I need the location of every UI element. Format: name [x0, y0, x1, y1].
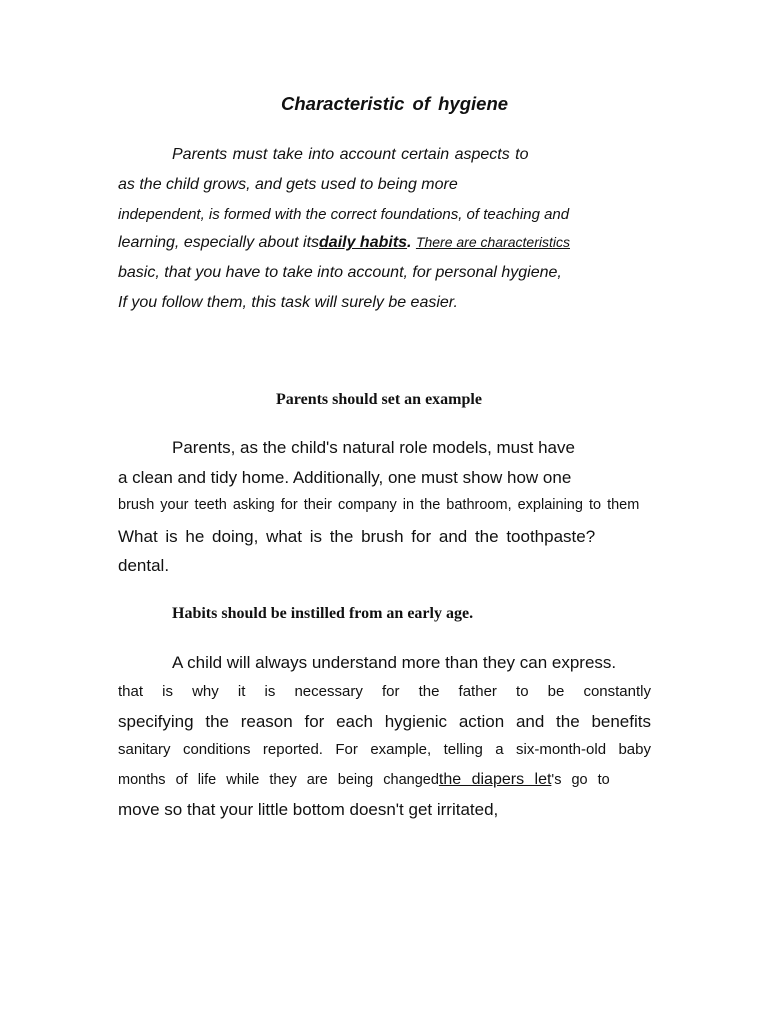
intro-line-2: as the child grows, and gets used to being more: [118, 176, 458, 193]
section1-line-1: Parents, as the child's natural role models, must have: [172, 438, 575, 457]
section1-line-3: brush your teeth asking for their company in the bathroom, explaining to them: [118, 497, 640, 513]
intro-line-4-end: There are characteristics: [415, 234, 570, 250]
document-title: Characteristic of hygiene: [281, 93, 509, 114]
intro-line-4-start: learning, especially about its: [118, 234, 320, 251]
section2-line-5-end: 's go to: [551, 772, 610, 788]
diapers-underlined: the diapers let: [438, 771, 552, 788]
intro-line-6: If you follow them, this task will surely be easier.: [118, 294, 458, 311]
section2-line-1: A child will always understand more than they can express.: [172, 653, 617, 672]
section2-line-6: move so that your little bottom doesn't get irritated,: [118, 800, 499, 819]
intro-line-4-period: .: [407, 234, 416, 251]
section-heading-early-habits: Habits should be instilled from an early age.: [172, 605, 474, 622]
section2-line-2: that is why it is necessary for the father to be constantly: [118, 683, 651, 700]
section2-line-5-start: months of life while they are being changed: [118, 772, 439, 788]
section-heading-set-example: Parents should set an example: [276, 391, 482, 408]
section2-line-3: specifying the reason for each hygienic action and the benefits: [118, 712, 651, 731]
section1-line-2: a clean and tidy home. Additionally, one must show how one: [118, 468, 572, 487]
intro-line-4: [118, 234, 570, 252]
section2-line-5: [118, 771, 610, 789]
intro-line-3: independent, is formed with the correct foundations, of teaching and: [118, 206, 570, 223]
section1-line-4: What is he doing, what is the brush for and the toothpaste?: [118, 527, 596, 546]
intro-line-5: basic, that you have to take into account, for personal hygiene,: [118, 264, 562, 281]
section2-line-4: sanitary conditions reported. For example, telling a six-month-old baby: [118, 741, 651, 758]
daily-habits-emphasis: daily habits: [319, 234, 408, 251]
intro-line-1: Parents must take into account certain aspects to: [172, 146, 529, 163]
section1-line-5: dental.: [118, 556, 170, 575]
